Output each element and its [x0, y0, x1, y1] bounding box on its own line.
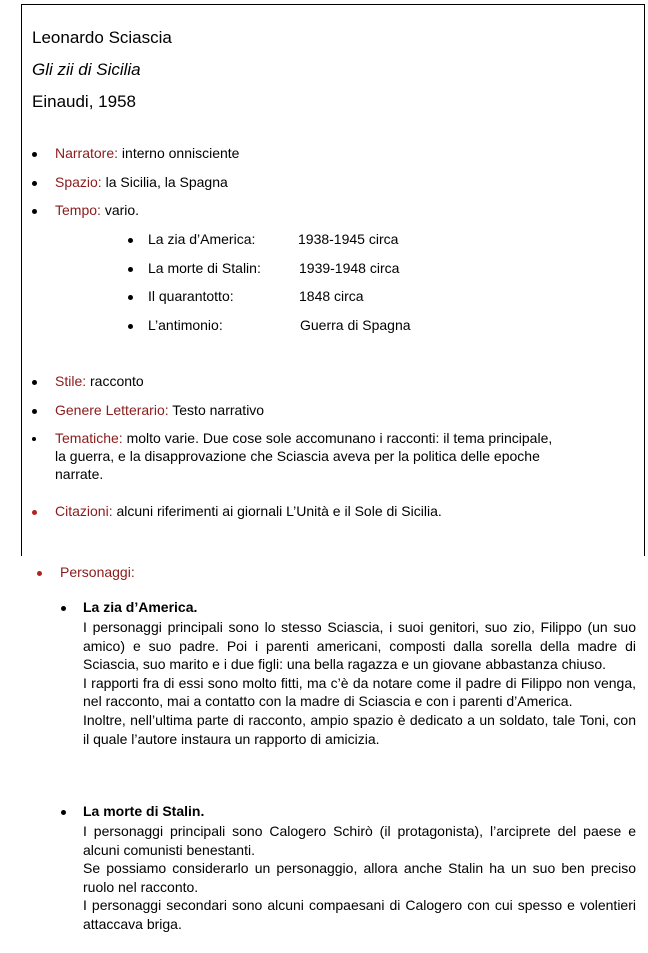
bullet-icon	[32, 437, 36, 441]
field-value: alcuni riferimenti ai giornali L’Unità e il Sole di Sicilia.	[116, 503, 442, 519]
field-value: Testo narrativo	[172, 402, 265, 418]
tempo-time: 1938-1945 circa	[298, 231, 399, 247]
field-tematiche	[55, 430, 552, 446]
book-title: Gli zii di Sicilia	[32, 60, 141, 79]
bullet-icon	[128, 238, 133, 243]
bullet-icon	[32, 409, 37, 414]
field-label: Citazioni:	[55, 503, 113, 519]
bullet-icon	[128, 267, 133, 272]
field-label: Spazio:	[55, 174, 102, 190]
field-value-line3: narrate.	[55, 466, 104, 482]
bullet-icon	[32, 380, 37, 385]
bullet-icon	[128, 295, 133, 300]
bullet-icon	[37, 571, 42, 576]
field-value: racconto	[90, 373, 144, 389]
field-personaggi-label: Personaggi:	[60, 564, 135, 580]
field-value: molto varie. Due cose sole accomunano i racconti: il tema principale,	[126, 430, 553, 446]
character-description	[83, 822, 636, 934]
bullet-icon	[32, 209, 37, 214]
paragraph: I personaggi principali sono Calogero Schirò (il protagonista), l’arciprete del paese e alcuni comunisti benestanti.	[83, 823, 636, 858]
author: Leonardo Sciascia	[32, 28, 172, 47]
tempo-story: L’antimonio:	[148, 317, 223, 333]
info-box	[21, 4, 645, 556]
field-label: Narratore:	[55, 145, 119, 161]
field-value: vario.	[104, 202, 140, 218]
paragraph: I personaggi secondari sono alcuni compaesani di Calogero con cui spesso e volentieri attaccava briga.	[83, 897, 636, 932]
bullet-icon	[128, 324, 133, 329]
bullet-icon	[32, 510, 37, 515]
field-label: Tematiche:	[55, 430, 123, 446]
field-value: la Sicilia, la Spagna	[105, 174, 228, 190]
tempo-time: 1939-1948 circa	[299, 260, 400, 276]
bullet-icon	[32, 152, 37, 157]
bullet-icon	[61, 810, 66, 815]
tempo-story: La morte di Stalin:	[148, 260, 261, 276]
publisher: Einaudi, 1958	[32, 92, 136, 111]
field-label: Genere Letterario:	[55, 402, 169, 418]
field-label: Tempo:	[55, 202, 101, 218]
field-value-line2: la guerra, e la disapprovazione che Sciascia aveva per la politica delle epoche	[55, 448, 540, 464]
field-narratore	[55, 145, 239, 161]
field-value: interno onnisciente	[121, 145, 240, 161]
character-story-title: La zia d’America.	[83, 599, 198, 615]
paragraph: Se possiamo considerarlo un personaggio, allora anche Stalin ha un suo ben preciso ruolo nel racconto.	[83, 860, 636, 895]
tempo-story: Il quarantotto:	[148, 288, 234, 304]
field-genere	[55, 402, 264, 418]
paragraph: I rapporti fra di essi sono molto fitti, ma c’è da notare come il padre di Filippo non venga, nel racconto, mai a contatto con la madre di Sciascia e con i parenti d’America.	[83, 674, 636, 710]
tempo-time: Guerra di Spagna	[300, 317, 411, 333]
field-spazio	[55, 174, 228, 190]
paragraph: Inoltre, nell’ultima parte di racconto, ampio spazio è dedicato a un soldato, tale Toni, con il quale l’autore instaura un rapporto di amicizia.	[83, 711, 636, 747]
character-description	[83, 618, 636, 748]
paragraph: I personaggi principali sono lo stesso Sciascia, i suoi genitori, suo zio, Filippo (un suo amico) e suo padre. Poi i parenti americani, composti dalla sorella della madre di Sciascia, suo marito e i due figli: una bella ragazza e un giovane abbastanza chiuso.	[83, 619, 636, 673]
bullet-icon	[32, 181, 37, 186]
tempo-story: La zia d’America:	[148, 231, 256, 247]
field-tempo	[55, 202, 139, 218]
character-story-title: La morte di Stalin.	[83, 803, 205, 819]
field-stile	[55, 373, 144, 389]
bullet-icon	[61, 606, 66, 611]
field-label: Stile:	[55, 373, 87, 389]
tempo-time: 1848 circa	[299, 288, 364, 304]
field-citazioni	[55, 503, 442, 519]
